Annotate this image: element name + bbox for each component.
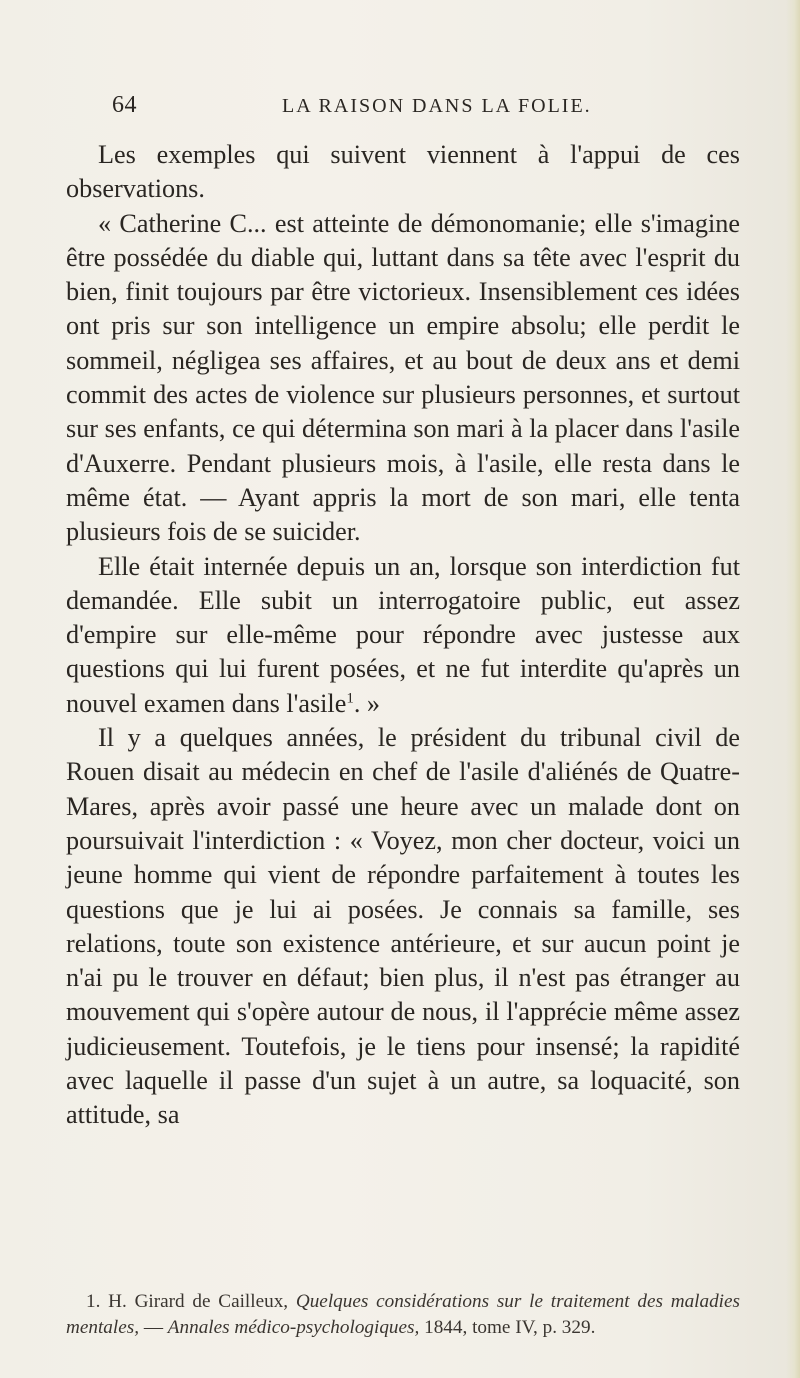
page-header xyxy=(112,92,672,124)
footnote-reference[interactable]: 1 xyxy=(346,690,354,707)
page-number: 64 xyxy=(112,92,137,118)
footnote-details: 1844, tome IV, p. 329. xyxy=(424,1317,596,1338)
footnote-title: Quelques considérations sur le traitement des maladies mentales, xyxy=(66,1291,740,1338)
running-title: LA RAISON DANS LA FOLIE. xyxy=(282,95,592,117)
paragraph xyxy=(66,550,740,721)
footnote-text xyxy=(66,1289,740,1341)
paragraph-text: Elle était internée depuis un an, lorsque son interdiction fut demandée. Elle subit un interrogatoire public, eut assez d'empire sur elle-même pour répondre avec justesse aux questions qui lui furent posées, et ne fut interdite qu'après un nouvel examen dans l'asile xyxy=(66,551,740,718)
footnote-number: 1. xyxy=(86,1291,101,1312)
paragraph-ending: . » xyxy=(353,688,381,718)
body-text xyxy=(66,138,740,1133)
paragraph: Les exemples qui suivent viennent à l'appui de ces observations. xyxy=(66,140,740,204)
page-edge-shadow xyxy=(786,0,800,1378)
paragraph: « Catherine C... est atteinte de démonomanie; elle s'imagine être possédée du diable qui, luttant dans sa tête avec l'esprit du bien, finit toujours par être victorieux. Insensiblement ces idées ont pris sur son intelligence un empire absolu; elle perdit le sommeil, négligea ses affaires, et au bout de deux ans et demi commit des actes de violence sur plusieurs personnes, et surtout sur ses enfants, ce qui détermina son mari à la placer dans l'asile d'Auxerre. Pendant plusieurs mois, à l'asile, elle resta dans le même état. — Ayant appris la mort de son mari, elle tenta plusieurs fois de se suicider. xyxy=(66,208,740,547)
footnote-journal: Annales médico-psychologiques, xyxy=(167,1317,420,1338)
footnote xyxy=(66,1289,740,1341)
footnote-author: H. Girard de Cailleux, xyxy=(108,1291,289,1312)
footnote-separator: — xyxy=(143,1317,163,1338)
paragraph: Il y a quelques années, le président du tribunal civil de Rouen disait au médecin en chef de l'asile d'aliénés de Quatre-Mares, après avoir passé une heure avec un malade dont on poursuivait l'interdiction : « Voyez, mon cher docteur, voici un jeune homme qui vient de répondre parfaitement à toutes les questions que je lui ai posées. Je connais sa famille, ses relations, toute son existence antérieure, et sur aucun point je n'ai pu le trouver en défaut; bien plus, il n'est pas étranger au mouvement qui s'opère autour de nous, il l'apprécie même assez judicieusement. Toutefois, je le tiens pour insensé; la rapidité avec laquelle il passe d'un sujet à un autre, sa loquacité, son attitude, sa xyxy=(66,723,740,1130)
